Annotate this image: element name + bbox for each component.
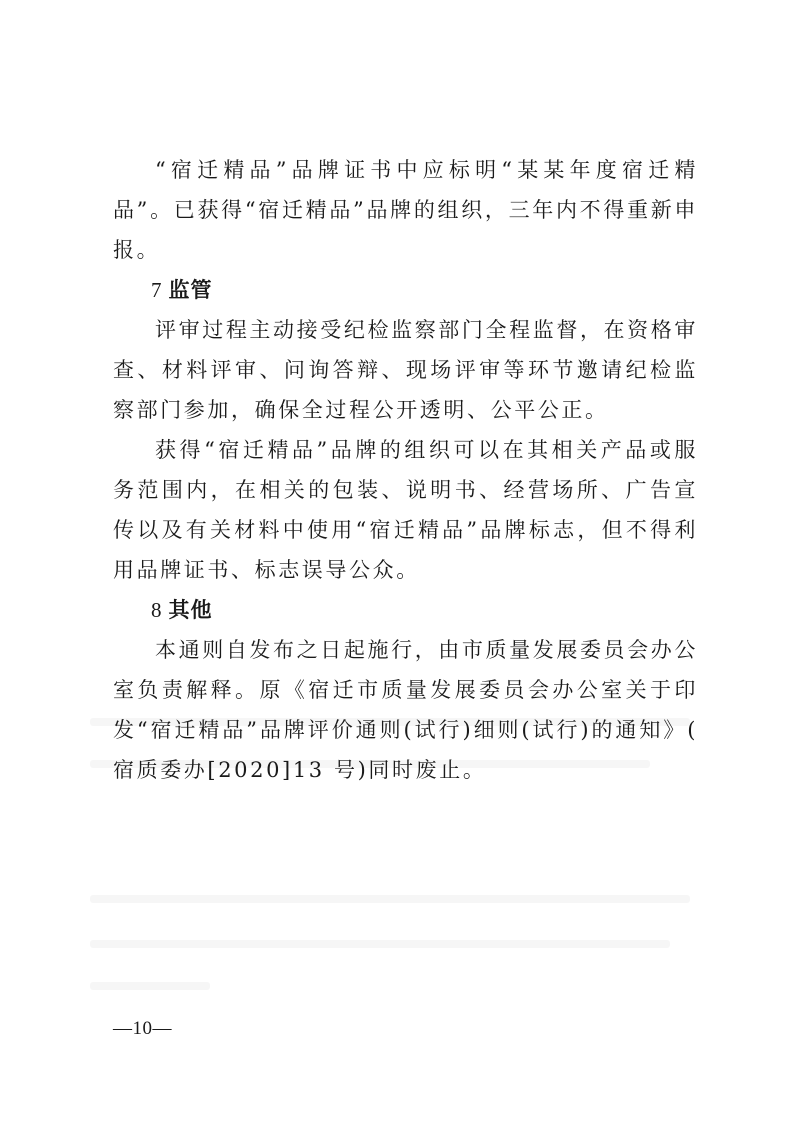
paragraph-certificate: “宿迁精品”品牌证书中应标明“某某年度宿迁精品”。已获得“宿迁精品”品牌的组织，三年内不得重新申报。 bbox=[113, 158, 698, 262]
bleed-through-mark bbox=[90, 982, 210, 990]
document-body bbox=[113, 150, 698, 790]
section-title: 其他 bbox=[168, 598, 213, 622]
page-number: —10— bbox=[113, 1018, 172, 1039]
paragraph-effective-date: 本通则自发布之日起施行，由市质量发展委员会办公室负责解释。原《宿迁市质量发展委员会办公室关于印发“宿迁精品”品牌评价通则(试行)细则(试行)的通知》( 宿质委办[2020]13 号)同时废止。 bbox=[113, 638, 698, 782]
section-number: 8 bbox=[151, 598, 163, 622]
section-heading-supervision bbox=[113, 270, 698, 310]
bleed-through-mark bbox=[90, 940, 670, 948]
paragraph-brand-usage: 获得“宿迁精品”品牌的组织可以在其相关产品或服务范围内，在相关的包装、说明书、经营场所、广告宣传以及有关材料中使用“宿迁精品”品牌标志，但不得利用品牌证书、标志误导公众。 bbox=[113, 438, 698, 582]
section-title: 监管 bbox=[168, 278, 213, 302]
paragraph-supervision: 评审过程主动接受纪检监察部门全程监督，在资格审查、材料评审、问询答辩、现场评审等环节邀请纪检监察部门参加，确保全过程公开透明、公平公正。 bbox=[113, 318, 698, 422]
section-heading-other bbox=[113, 590, 698, 630]
section-number: 7 bbox=[151, 278, 163, 302]
bleed-through-mark bbox=[90, 895, 690, 903]
